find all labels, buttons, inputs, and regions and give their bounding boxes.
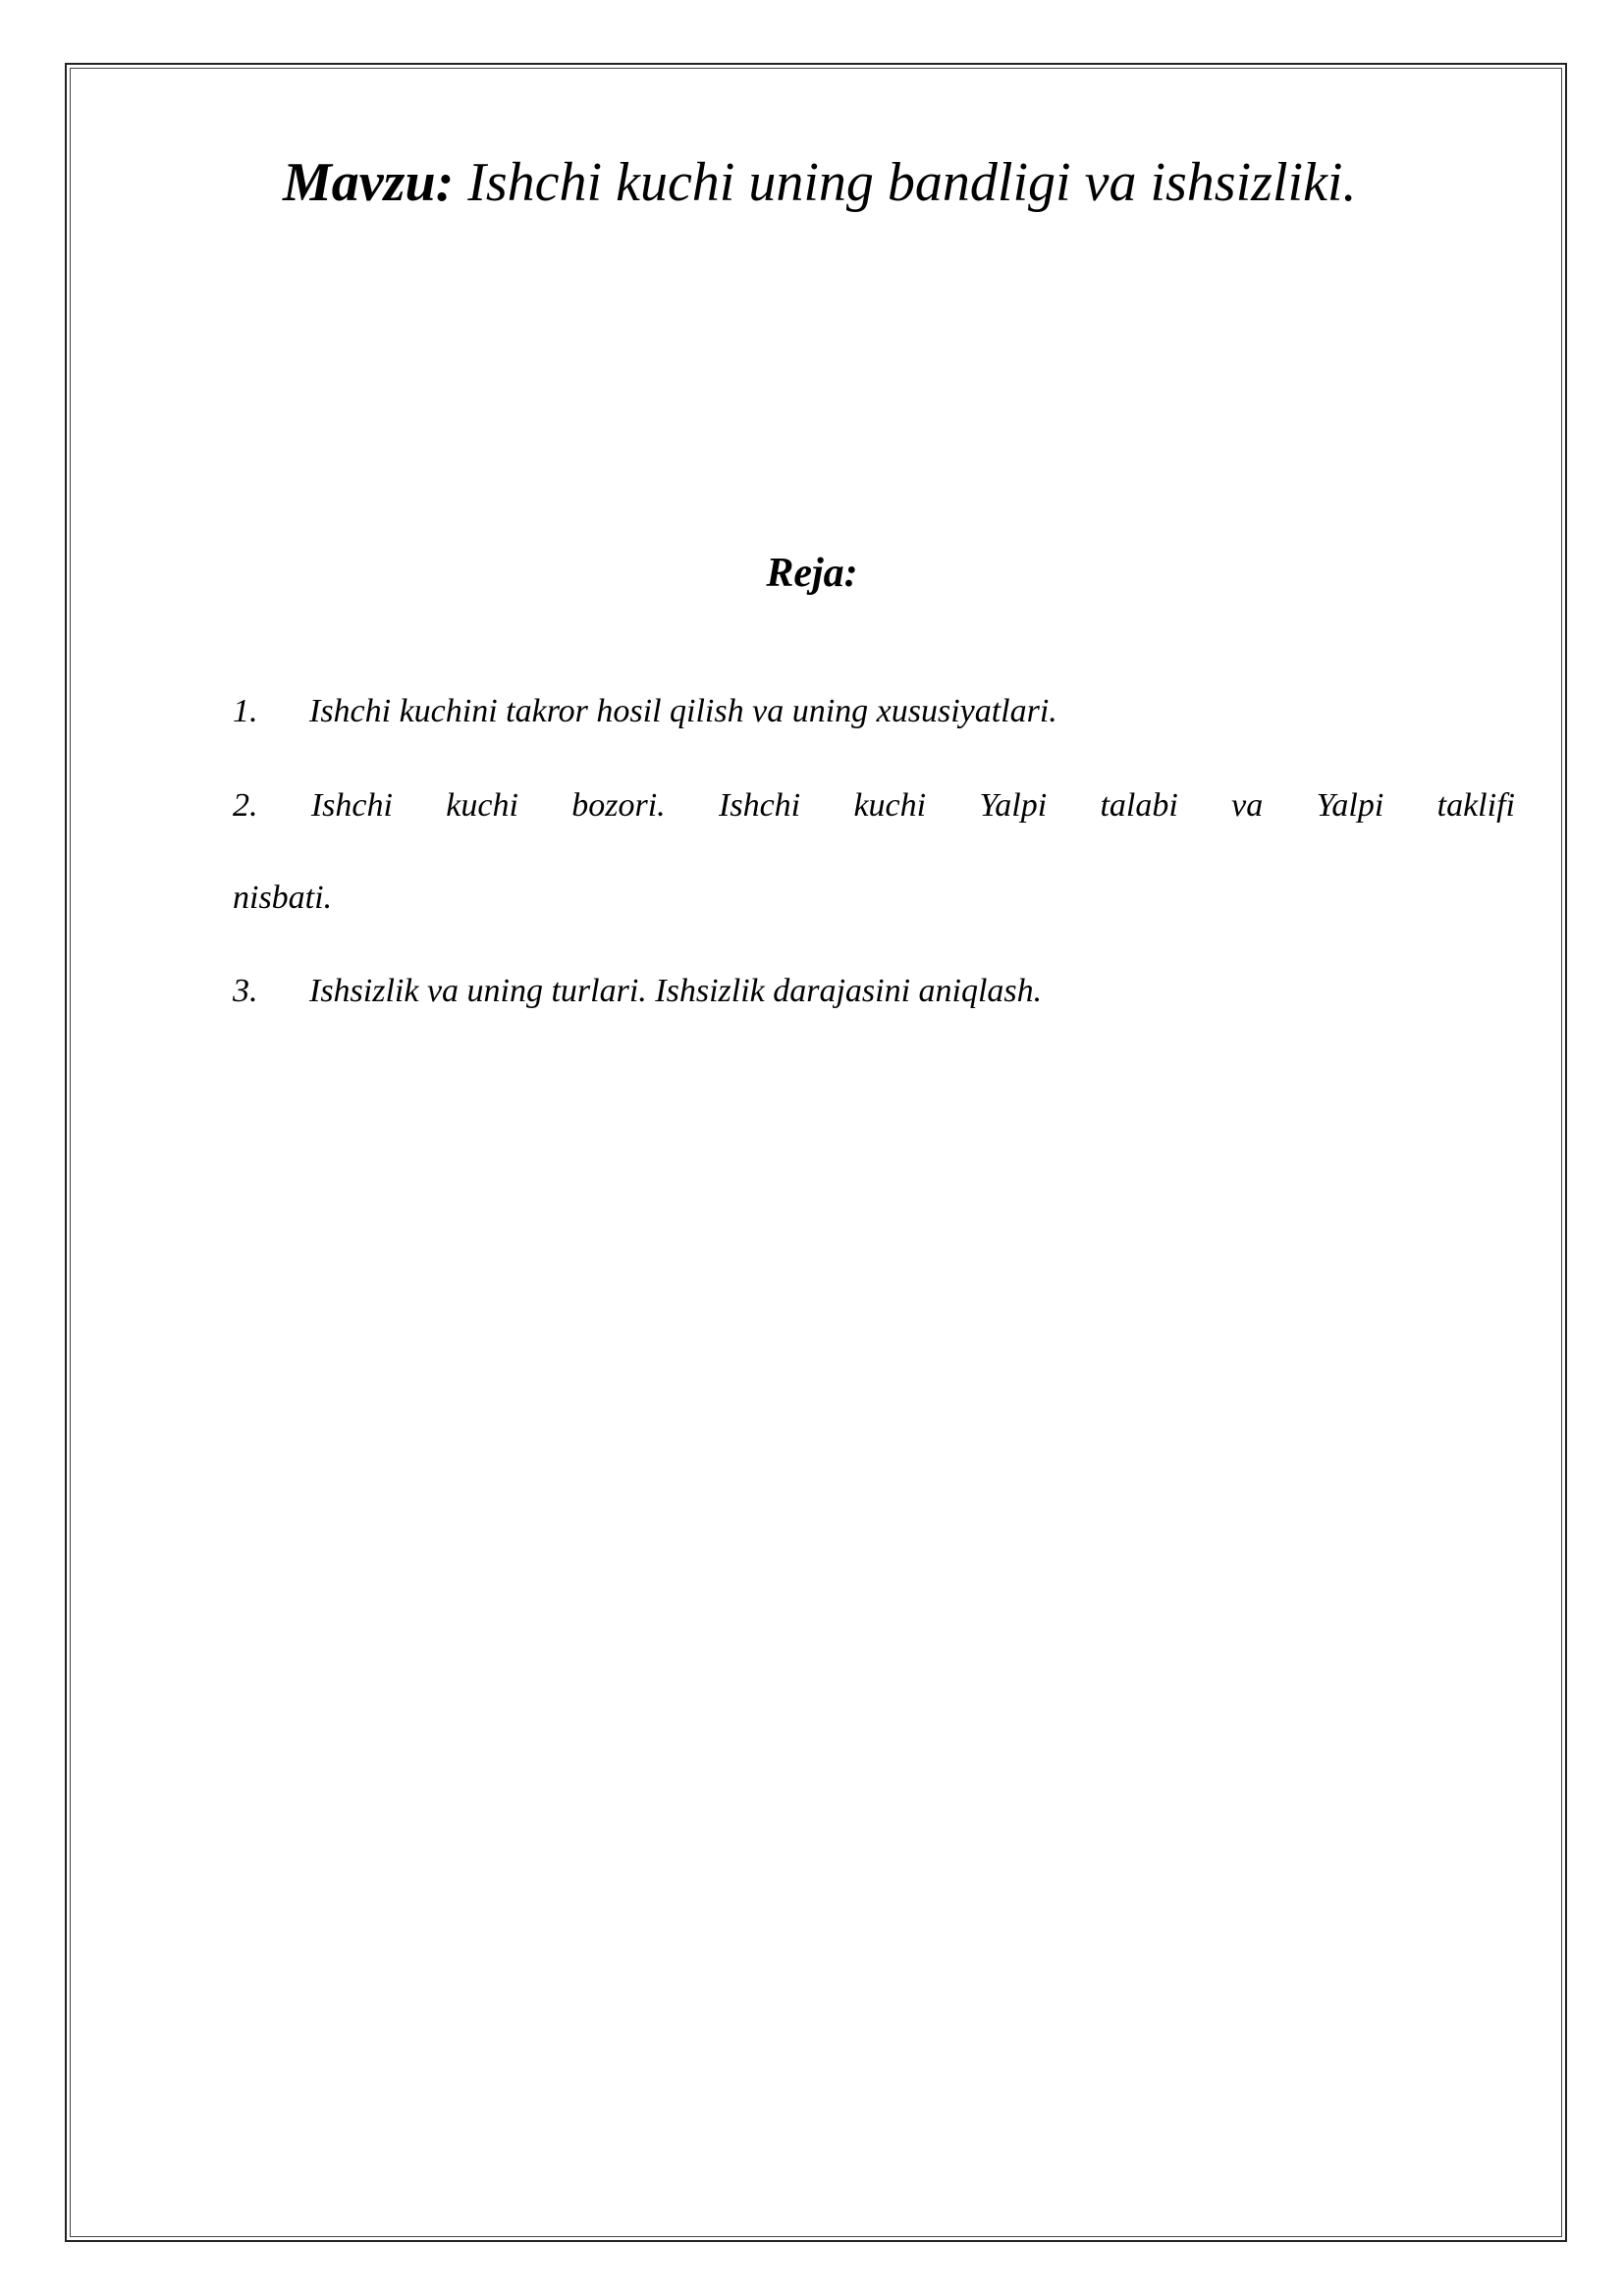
plan-item-text: Ishsizlik va uning turlari. Ishsizlik darajasini aniqlash.	[309, 973, 1043, 1010]
plan-list	[233, 692, 1515, 1012]
plan-item-word: kuchi	[853, 786, 927, 824]
plan-item-number: 1.	[233, 693, 258, 729]
plan-item-word: Yalpi	[1316, 786, 1384, 824]
plan-item-word: taklifi	[1436, 786, 1515, 824]
page-title	[283, 150, 1356, 216]
plan-item	[233, 786, 1515, 919]
plan-heading-text: Reja	[766, 551, 844, 596]
plan-heading-colon: :	[843, 551, 858, 596]
title-text: Ishchi kuchi uning bandligi va ishsizliki.	[467, 152, 1357, 213]
plan-item-line	[233, 786, 1515, 827]
plan-item-number: 3.	[233, 973, 258, 1010]
plan-item-word: Ishchi	[310, 786, 393, 824]
plan-item-word: Yalpi	[979, 786, 1048, 824]
plan-item	[233, 692, 1515, 732]
title-label: Mavzu:	[283, 152, 455, 213]
plan-item-word: talabi	[1100, 786, 1178, 824]
plan-item-word: bozori.	[571, 786, 666, 824]
plan-item-word: va	[1231, 786, 1264, 824]
plan-item	[233, 972, 1515, 1012]
plan-item-continuation: nisbati.	[233, 879, 333, 916]
plan-item-word: Ishchi	[719, 786, 801, 824]
plan-item-word: kuchi	[446, 786, 518, 824]
plan-heading	[0, 549, 1624, 598]
plan-item-number: 2.	[233, 786, 258, 824]
page-border	[65, 63, 1567, 2242]
plan-item-text: Ishchi kuchini takror hosil qilish va uning xususiyatlari.	[309, 693, 1057, 729]
